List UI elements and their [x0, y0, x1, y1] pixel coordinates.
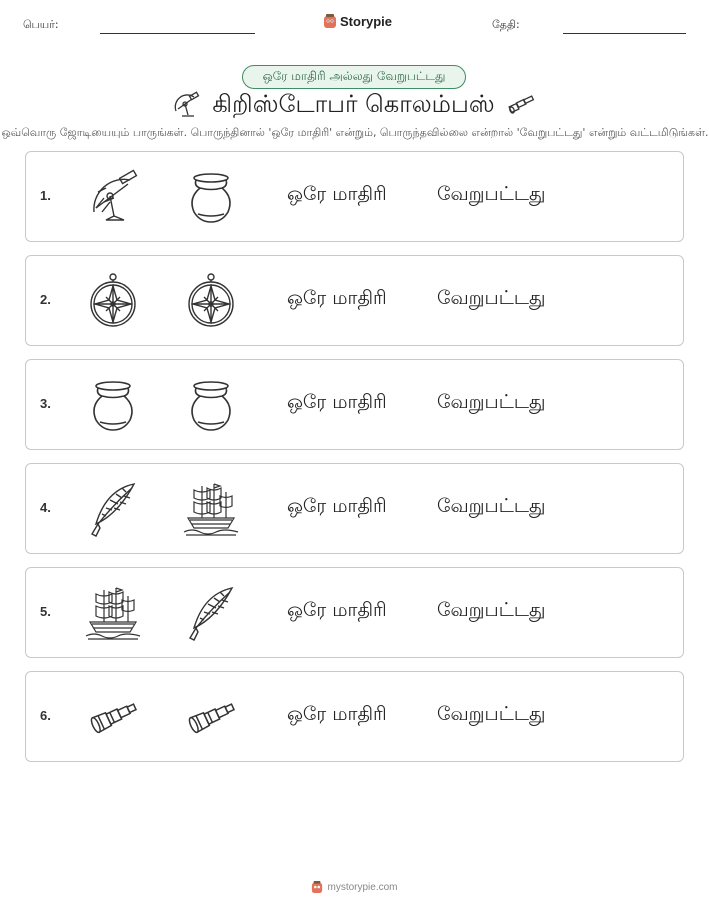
sextant-icon: [172, 91, 200, 119]
quill-icon: [182, 584, 240, 642]
name-line[interactable]: [100, 33, 255, 34]
exercise-row: [25, 671, 684, 762]
compass-icon: [182, 272, 240, 330]
compass-icon: [84, 272, 142, 330]
option-same[interactable]: ஒரே மாதிரி: [287, 183, 387, 205]
row-number: 5.: [40, 604, 51, 619]
telescope-icon: [182, 688, 240, 746]
telescope-icon: [507, 95, 537, 115]
date-label: தேதி:: [492, 18, 520, 31]
storypie-mascot-icon: [311, 880, 323, 894]
brand-name: Storypie: [340, 13, 393, 29]
option-same[interactable]: ஒரே மாதிரி: [287, 703, 387, 725]
storypie-logo: [323, 13, 392, 29]
ship-icon: [84, 584, 142, 642]
option-different[interactable]: வேறுபட்டது: [437, 183, 546, 205]
telescope-icon: [84, 688, 142, 746]
sextant-icon: [84, 168, 142, 226]
row-number: 1.: [40, 188, 51, 203]
option-same[interactable]: ஒரே மாதிரி: [287, 495, 387, 517]
pot-icon: [84, 376, 142, 434]
pot-icon: [182, 168, 240, 226]
option-different[interactable]: வேறுபட்டது: [437, 599, 546, 621]
option-same[interactable]: ஒரே மாதிரி: [287, 391, 387, 413]
footer-url: mystorypie.com: [327, 881, 398, 893]
worksheet-type-badge: ஒரே மாதிரி அல்லது வேறுபட்டது: [242, 65, 466, 89]
exercise-row: [25, 463, 684, 554]
row-number: 6.: [40, 708, 51, 723]
row-number: 3.: [40, 396, 51, 411]
worksheet-title: [0, 86, 709, 124]
row-number: 2.: [40, 292, 51, 307]
footer: [0, 880, 709, 894]
option-different[interactable]: வேறுபட்டது: [437, 287, 546, 309]
row-number: 4.: [40, 500, 51, 515]
option-same[interactable]: ஒரே மாதிரி: [287, 287, 387, 309]
date-line[interactable]: [563, 33, 686, 34]
name-label: பெயர்:: [23, 18, 59, 31]
option-different[interactable]: வேறுபட்டது: [437, 703, 546, 725]
exercise-row: [25, 255, 684, 346]
option-different[interactable]: வேறுபட்டது: [437, 495, 546, 517]
title-text: கிறிஸ்டோபர் கொலம்பஸ்: [212, 89, 495, 118]
exercise-row: [25, 151, 684, 242]
storypie-mascot-icon: [323, 13, 337, 29]
option-different[interactable]: வேறுபட்டது: [437, 391, 546, 413]
instructions: ஒவ்வொரு ஜோடியையும் பாருங்கள். பொருந்தினால் 'ஒரே மாதிரி' என்றும், பொருந்தவில்லை என்றால் 'வேறுபட்டது' என்றும் வட்டமிடுங்கள்.: [1, 126, 709, 139]
pot-icon: [182, 376, 240, 434]
exercise-row: [25, 359, 684, 450]
ship-icon: [182, 480, 240, 538]
exercise-row: [25, 567, 684, 658]
option-same[interactable]: ஒரே மாதிரி: [287, 599, 387, 621]
quill-icon: [84, 480, 142, 538]
